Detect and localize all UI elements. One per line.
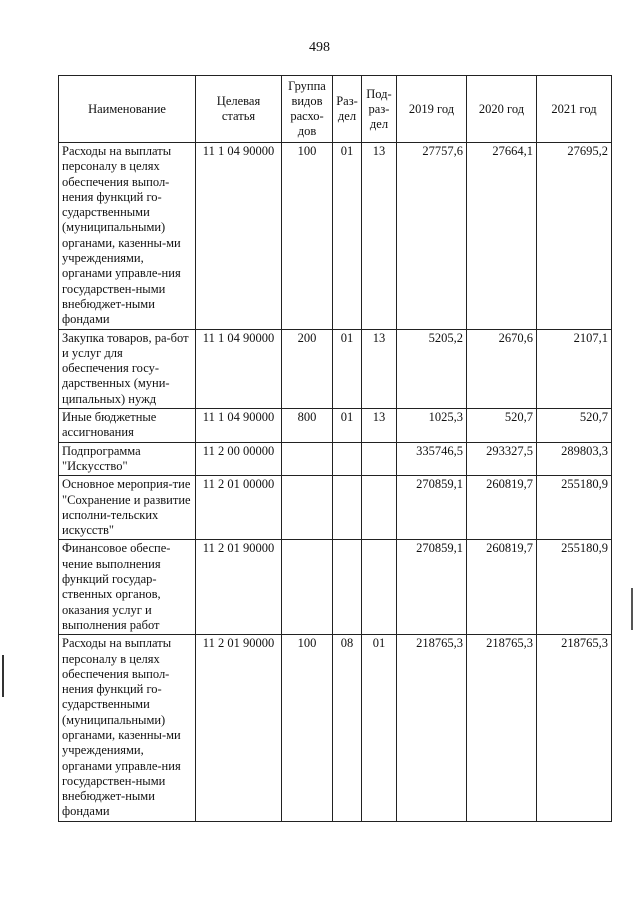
row-expense-group: 200: [282, 329, 333, 408]
scan-edge-mark: [2, 655, 4, 697]
row-value-2020: 260819,7: [467, 540, 537, 635]
row-section: 01: [333, 143, 362, 330]
row-expense-group: [282, 476, 333, 540]
table-row: [59, 442, 612, 476]
row-section: 01: [333, 409, 362, 443]
row-value-2021: 2107,1: [537, 329, 612, 408]
row-expense-group: 100: [282, 143, 333, 330]
row-name: Расходы на выплаты персоналу в целях обеспечения выпол-нения функций го-сударственными (муниципальными) органами, казенны-ми учреждениями, органами управле-ния государствен-ными внебюджет-ными фондами: [59, 143, 196, 330]
row-subsection: 13: [362, 329, 397, 408]
row-value-2021: 255180,9: [537, 540, 612, 635]
row-target-article: 11 2 01 90000: [196, 540, 282, 635]
row-subsection: 01: [362, 635, 397, 822]
header-2020: 2020 год: [467, 76, 537, 143]
row-value-2019: 5205,2: [397, 329, 467, 408]
header-2021: 2021 год: [537, 76, 612, 143]
row-subsection: [362, 442, 397, 476]
page-number: 498: [309, 40, 330, 55]
header-section: Раз-дел: [333, 76, 362, 143]
row-name: Финансовое обеспе-чение выполнения функций государ-ственных органов, оказания услуг и выполнения работ: [59, 540, 196, 635]
row-value-2019: 270859,1: [397, 476, 467, 540]
row-expense-group: 100: [282, 635, 333, 822]
row-section: [333, 442, 362, 476]
row-value-2020: 2670,6: [467, 329, 537, 408]
row-target-article: 11 1 04 90000: [196, 329, 282, 408]
table-row: [59, 329, 612, 408]
row-value-2019: 270859,1: [397, 540, 467, 635]
row-value-2021: 255180,9: [537, 476, 612, 540]
row-subsection: [362, 540, 397, 635]
row-expense-group: [282, 540, 333, 635]
row-value-2021: 289803,3: [537, 442, 612, 476]
row-value-2019: 27757,6: [397, 143, 467, 330]
row-section: [333, 540, 362, 635]
row-expense-group: [282, 442, 333, 476]
row-name: Подпрограмма "Искусство": [59, 442, 196, 476]
row-section: [333, 476, 362, 540]
scan-edge-mark: [631, 588, 633, 630]
row-name: Основное мероприя-тие "Сохранение и развитие исполни-тельских искусств": [59, 476, 196, 540]
header-expense-group: Группа видов расхо-дов: [282, 76, 333, 143]
row-target-article: 11 2 00 00000: [196, 442, 282, 476]
header-name: Наименование: [59, 76, 196, 143]
row-value-2020: 218765,3: [467, 635, 537, 822]
row-value-2019: 1025,3: [397, 409, 467, 443]
table-row: [59, 540, 612, 635]
row-target-article: 11 2 01 90000: [196, 635, 282, 822]
row-name: Иные бюджетные ассигнования: [59, 409, 196, 443]
row-value-2020: 293327,5: [467, 442, 537, 476]
header-target-article: Целевая статья: [196, 76, 282, 143]
row-section: 08: [333, 635, 362, 822]
row-expense-group: 800: [282, 409, 333, 443]
header-subsection: Под-раз-дел: [362, 76, 397, 143]
row-value-2019: 335746,5: [397, 442, 467, 476]
row-value-2020: 520,7: [467, 409, 537, 443]
row-target-article: 11 1 04 90000: [196, 409, 282, 443]
row-target-article: 11 1 04 90000: [196, 143, 282, 330]
budget-table: [58, 75, 612, 822]
table-row: [59, 635, 612, 822]
row-subsection: [362, 476, 397, 540]
row-target-article: 11 2 01 00000: [196, 476, 282, 540]
row-name: Закупка товаров, ра-бот и услуг для обеспечения госу-дарственных (муни-ципальных) нужд: [59, 329, 196, 408]
row-value-2020: 260819,7: [467, 476, 537, 540]
row-value-2019: 218765,3: [397, 635, 467, 822]
row-value-2021: 218765,3: [537, 635, 612, 822]
table-row: [59, 476, 612, 540]
table-row: [59, 409, 612, 443]
table-row: [59, 143, 612, 330]
row-value-2020: 27664,1: [467, 143, 537, 330]
row-name: Расходы на выплаты персоналу в целях обеспечения выпол-нения функций го-сударственными (муниципальными) органами, казенны-ми учреждениями, органами управле-ния государствен-ными внебюджет-ными фондами: [59, 635, 196, 822]
row-value-2021: 27695,2: [537, 143, 612, 330]
header-2019: 2019 год: [397, 76, 467, 143]
row-value-2021: 520,7: [537, 409, 612, 443]
table-header-row: [59, 76, 612, 143]
row-subsection: 13: [362, 143, 397, 330]
row-section: 01: [333, 329, 362, 408]
row-subsection: 13: [362, 409, 397, 443]
